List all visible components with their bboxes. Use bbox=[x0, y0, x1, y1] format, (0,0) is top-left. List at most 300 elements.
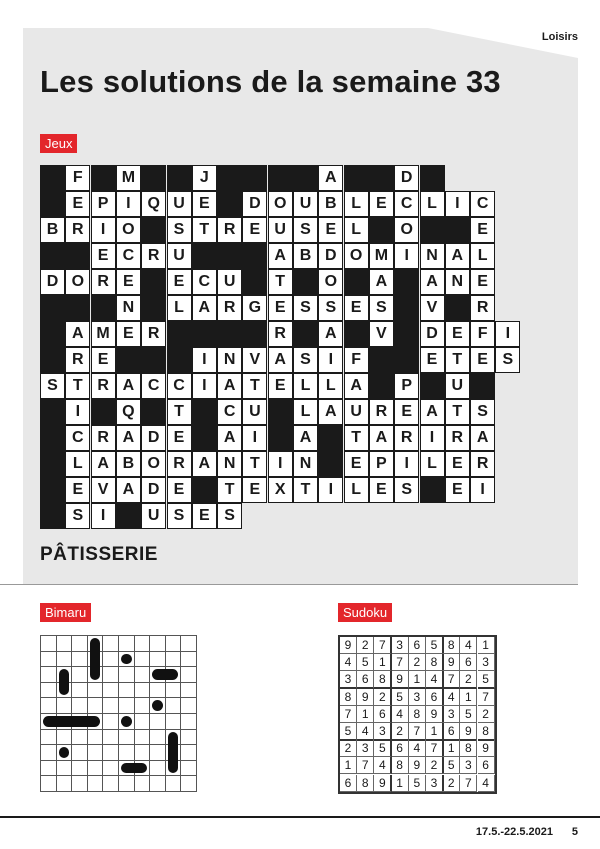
crossword-cell: L bbox=[470, 243, 495, 269]
bimaru-cell bbox=[102, 697, 119, 714]
crossword-black-cell bbox=[293, 269, 318, 295]
crossword-cell: E bbox=[344, 295, 369, 321]
bimaru-cell bbox=[134, 775, 151, 792]
crossword-cell: N bbox=[420, 243, 445, 269]
sudoku-cell: 5 bbox=[357, 654, 374, 671]
crossword-cell: R bbox=[65, 347, 90, 373]
sudoku-cell: 6 bbox=[392, 740, 409, 757]
bimaru-cell bbox=[165, 682, 182, 699]
crossword-cell: E bbox=[445, 477, 470, 503]
crossword-black-cell bbox=[242, 165, 267, 191]
sudoku-cell: 4 bbox=[357, 723, 374, 741]
bimaru-cell bbox=[134, 697, 151, 714]
sudoku-cell: 4 bbox=[443, 689, 460, 706]
bimaru-cell bbox=[87, 697, 104, 714]
bimaru-cell bbox=[149, 729, 166, 746]
crossword-cell: R bbox=[91, 425, 116, 451]
bimaru-cell bbox=[102, 651, 119, 668]
bimaru-ship bbox=[152, 700, 163, 711]
sudoku-cell: 7 bbox=[357, 757, 374, 774]
sudoku-cell: 3 bbox=[478, 654, 495, 671]
crossword-black-cell bbox=[40, 295, 65, 321]
bimaru-ship bbox=[121, 654, 132, 665]
crossword-cell: E bbox=[445, 451, 470, 477]
crossword-cell: T bbox=[242, 451, 267, 477]
crossword-black-cell bbox=[420, 477, 445, 503]
sudoku-cell: 1 bbox=[443, 740, 460, 757]
sudoku-cell: 7 bbox=[478, 689, 495, 706]
crossword-cell: E bbox=[192, 191, 217, 217]
bimaru-cell bbox=[87, 682, 104, 699]
crossword-cell: D bbox=[420, 321, 445, 347]
crossword-black-cell bbox=[141, 295, 166, 321]
crossword-black-cell bbox=[141, 269, 166, 295]
crossword-cell: C bbox=[65, 425, 90, 451]
crossword-black-cell bbox=[40, 165, 65, 191]
sudoku-cell: 9 bbox=[443, 654, 460, 671]
crossword-cell: A bbox=[470, 425, 495, 451]
bimaru-cell bbox=[118, 666, 135, 683]
bimaru-cell bbox=[71, 775, 88, 792]
crossword-cell: I bbox=[192, 347, 217, 373]
crossword-cell: E bbox=[470, 217, 495, 243]
crossword-cell: J bbox=[192, 165, 217, 191]
footer-line bbox=[0, 816, 600, 818]
crossword-cell: I bbox=[495, 321, 520, 347]
crossword-cell: B bbox=[318, 191, 343, 217]
sudoku-cell: 6 bbox=[443, 723, 460, 741]
crossword-black-cell bbox=[40, 243, 65, 269]
crossword-cell: N bbox=[116, 295, 141, 321]
crossword-cell: T bbox=[445, 399, 470, 425]
crossword-cell: E bbox=[470, 347, 495, 373]
sudoku-cell: 1 bbox=[409, 671, 426, 689]
crossword-cell: U bbox=[293, 191, 318, 217]
page-title: Les solutions de la semaine 33 bbox=[40, 64, 501, 99]
crossword-black-cell bbox=[65, 295, 90, 321]
sudoku-cell: 4 bbox=[340, 654, 357, 671]
crossword-cell: E bbox=[192, 503, 217, 529]
sudoku-cell: 4 bbox=[426, 671, 444, 689]
crossword-black-cell bbox=[344, 321, 369, 347]
crossword-black-cell bbox=[40, 347, 65, 373]
sudoku-cell: 2 bbox=[478, 706, 495, 723]
crossword-cell: F bbox=[344, 347, 369, 373]
crossword-cell: A bbox=[192, 451, 217, 477]
crossword-black-cell bbox=[40, 451, 65, 477]
crossword-cell: E bbox=[344, 451, 369, 477]
crossword-cell: U bbox=[344, 399, 369, 425]
crossword-cell: R bbox=[268, 321, 293, 347]
sudoku-cell: 2 bbox=[357, 637, 374, 654]
crossword-cell: E bbox=[318, 217, 343, 243]
crossword-cell: R bbox=[65, 217, 90, 243]
crossword-cell: S bbox=[65, 503, 90, 529]
bimaru-cell bbox=[134, 729, 151, 746]
sudoku-cell: 8 bbox=[426, 654, 444, 671]
crossword-black-cell bbox=[40, 321, 65, 347]
crossword-black-cell bbox=[192, 399, 217, 425]
sudoku-cell: 5 bbox=[392, 689, 409, 706]
crossword-cell: A bbox=[369, 269, 394, 295]
crossword-cell: T bbox=[445, 347, 470, 373]
crossword-cell: V bbox=[420, 295, 445, 321]
crossword-cell: E bbox=[420, 347, 445, 373]
crossword-cell: L bbox=[167, 295, 192, 321]
bimaru-cell bbox=[149, 744, 166, 761]
bimaru-cell bbox=[165, 651, 182, 668]
bimaru-cell bbox=[180, 651, 197, 668]
crossword-cell: I bbox=[65, 399, 90, 425]
crossword-cell: N bbox=[445, 269, 470, 295]
bimaru-cell bbox=[180, 635, 197, 652]
crossword-cell: L bbox=[420, 451, 445, 477]
crossword-black-cell bbox=[394, 269, 419, 295]
sudoku-cell: 2 bbox=[409, 654, 426, 671]
crossword-cell: E bbox=[65, 191, 90, 217]
crossword-cell: L bbox=[344, 477, 369, 503]
sudoku-cell: 3 bbox=[426, 775, 444, 792]
bimaru-cell bbox=[149, 635, 166, 652]
crossword-cell: C bbox=[470, 191, 495, 217]
bimaru-cell bbox=[71, 697, 88, 714]
bimaru-cell bbox=[102, 682, 119, 699]
crossword-black-cell bbox=[192, 243, 217, 269]
crossword-black-cell bbox=[116, 503, 141, 529]
crossword-black-cell bbox=[420, 217, 445, 243]
bimaru-cell bbox=[180, 760, 197, 777]
crossword-cell: D bbox=[242, 191, 267, 217]
sudoku-cell: 9 bbox=[357, 689, 374, 706]
sudoku-cell: 7 bbox=[392, 654, 409, 671]
crossword-cell: B bbox=[116, 451, 141, 477]
crossword-cell: S bbox=[470, 399, 495, 425]
sudoku-cell: 3 bbox=[340, 671, 357, 689]
bimaru-ship bbox=[152, 669, 178, 680]
sudoku-cell: 8 bbox=[460, 740, 477, 757]
sudoku-cell: 1 bbox=[340, 757, 357, 774]
crossword-black-cell bbox=[344, 269, 369, 295]
bimaru-cell bbox=[134, 744, 151, 761]
bimaru-ship bbox=[168, 732, 179, 774]
crossword-black-cell bbox=[217, 321, 242, 347]
crossword-cell: A bbox=[445, 243, 470, 269]
crossword-cell: U bbox=[445, 373, 470, 399]
bimaru-cell bbox=[71, 682, 88, 699]
bimaru-cell bbox=[149, 760, 166, 777]
bimaru-cell bbox=[102, 760, 119, 777]
crossword-cell: R bbox=[141, 243, 166, 269]
crossword-cell: R bbox=[217, 295, 242, 321]
crossword-black-cell bbox=[344, 165, 369, 191]
crossword-cell: M bbox=[91, 321, 116, 347]
sudoku-cell: 3 bbox=[443, 706, 460, 723]
sudoku-cell: 8 bbox=[340, 689, 357, 706]
bimaru-cell bbox=[102, 729, 119, 746]
sudoku-cell: 7 bbox=[426, 740, 444, 757]
crossword-cell: M bbox=[116, 165, 141, 191]
sudoku-cell: 9 bbox=[460, 723, 477, 741]
bimaru-cell bbox=[165, 697, 182, 714]
sudoku-cell: 2 bbox=[460, 671, 477, 689]
crossword-cell: R bbox=[470, 451, 495, 477]
crossword-cell: E bbox=[470, 269, 495, 295]
bimaru-ship bbox=[121, 716, 132, 727]
crossword-cell: R bbox=[470, 295, 495, 321]
crossword-black-cell bbox=[420, 373, 445, 399]
crossword-cell: A bbox=[344, 373, 369, 399]
bimaru-ship bbox=[90, 638, 101, 680]
sudoku-cell: 3 bbox=[460, 757, 477, 774]
sudoku-cell: 5 bbox=[374, 740, 392, 757]
crossword-cell: R bbox=[394, 425, 419, 451]
crossword-cell: I bbox=[116, 191, 141, 217]
sudoku-cell: 3 bbox=[392, 637, 409, 654]
crossword-cell: L bbox=[344, 217, 369, 243]
sudoku-cell: 6 bbox=[478, 757, 495, 774]
crossword-cell: E bbox=[242, 217, 267, 243]
crossword-black-cell bbox=[217, 191, 242, 217]
sudoku-cell: 6 bbox=[374, 706, 392, 723]
crossword-cell: C bbox=[116, 243, 141, 269]
bimaru-cell bbox=[71, 729, 88, 746]
crossword-cell: N bbox=[293, 451, 318, 477]
crossword-cell: I bbox=[268, 451, 293, 477]
crossword-black-cell bbox=[141, 165, 166, 191]
bimaru-cell bbox=[40, 697, 57, 714]
crossword-cell: O bbox=[65, 269, 90, 295]
crossword-black-cell bbox=[369, 217, 394, 243]
crossword-cell: V bbox=[369, 321, 394, 347]
crossword-cell: E bbox=[167, 477, 192, 503]
bimaru-cell bbox=[87, 729, 104, 746]
crossword-cell: E bbox=[167, 425, 192, 451]
crossword-cell: A bbox=[293, 425, 318, 451]
sudoku-cell: 8 bbox=[478, 723, 495, 741]
crossword-cell: A bbox=[420, 399, 445, 425]
sudoku-cell: 2 bbox=[340, 740, 357, 757]
crossword-cell: A bbox=[65, 321, 90, 347]
sudoku-cell: 9 bbox=[409, 757, 426, 774]
crossword-cell: D bbox=[141, 425, 166, 451]
bimaru-cell bbox=[56, 697, 73, 714]
crossword-cell: O bbox=[268, 191, 293, 217]
crossword-cell: P bbox=[369, 451, 394, 477]
sudoku-cell: 7 bbox=[340, 706, 357, 723]
sudoku-cell: 6 bbox=[409, 637, 426, 654]
crossword-cell: D bbox=[141, 477, 166, 503]
crossword-cell: O bbox=[344, 243, 369, 269]
bimaru-cell bbox=[87, 760, 104, 777]
sudoku-cell: 6 bbox=[460, 654, 477, 671]
page-number: 5 bbox=[571, 826, 578, 838]
crossword-cell: A bbox=[116, 373, 141, 399]
bimaru-cell bbox=[180, 682, 197, 699]
crossword-cell: E bbox=[369, 477, 394, 503]
crossword-black-cell bbox=[167, 165, 192, 191]
crossword-cell: T bbox=[65, 373, 90, 399]
bimaru-cell bbox=[149, 651, 166, 668]
jeux-tag: Jeux bbox=[40, 134, 77, 153]
bimaru-cell bbox=[40, 744, 57, 761]
crossword-black-cell bbox=[40, 191, 65, 217]
crossword-cell: Q bbox=[141, 191, 166, 217]
bimaru-cell bbox=[56, 651, 73, 668]
crossword-black-cell bbox=[470, 373, 495, 399]
sudoku-cell: 5 bbox=[409, 775, 426, 792]
sudoku-cell: 4 bbox=[392, 706, 409, 723]
crossword-black-cell bbox=[91, 295, 116, 321]
sudoku-cell: 7 bbox=[374, 637, 392, 654]
bimaru-cell bbox=[40, 666, 57, 683]
crossword-cell: A bbox=[217, 373, 242, 399]
sudoku-grid bbox=[338, 635, 497, 794]
crossword-cell: I bbox=[445, 191, 470, 217]
crossword-cell: E bbox=[116, 321, 141, 347]
bimaru-tag: Bimaru bbox=[40, 603, 91, 622]
bimaru-cell bbox=[134, 713, 151, 730]
crossword-cell: I bbox=[192, 373, 217, 399]
bimaru-cell bbox=[40, 775, 57, 792]
crossword-black-cell bbox=[192, 425, 217, 451]
bimaru-cell bbox=[71, 760, 88, 777]
crossword-cell: U bbox=[217, 269, 242, 295]
sudoku-cell: 4 bbox=[478, 775, 495, 792]
bimaru-cell bbox=[149, 682, 166, 699]
crossword-black-cell bbox=[318, 425, 343, 451]
crossword-cell: S bbox=[369, 295, 394, 321]
crossword-black-cell bbox=[318, 451, 343, 477]
crossword-cell: I bbox=[318, 347, 343, 373]
crossword-cell: P bbox=[394, 373, 419, 399]
crossword-black-cell bbox=[167, 347, 192, 373]
sudoku-cell: 9 bbox=[478, 740, 495, 757]
crossword-cell: S bbox=[40, 373, 65, 399]
crossword-black-cell bbox=[91, 165, 116, 191]
crossword-cell: L bbox=[293, 399, 318, 425]
crossword-black-cell bbox=[293, 165, 318, 191]
crossword-black-cell bbox=[268, 165, 293, 191]
crossword-cell: L bbox=[420, 191, 445, 217]
sudoku-cell: 2 bbox=[426, 757, 444, 774]
crossword-cell: L bbox=[293, 373, 318, 399]
crossword-cell: D bbox=[40, 269, 65, 295]
crossword-cell: A bbox=[192, 295, 217, 321]
crossword-cell: U bbox=[167, 191, 192, 217]
issue-date: 17.5.-22.5.2021 bbox=[475, 826, 553, 838]
crossword-cell: I bbox=[394, 243, 419, 269]
sudoku-cell: 9 bbox=[374, 775, 392, 792]
crossword-black-cell bbox=[65, 243, 90, 269]
crossword-black-cell bbox=[141, 399, 166, 425]
bimaru-cell bbox=[71, 635, 88, 652]
crossword-cell: O bbox=[141, 451, 166, 477]
section-divider bbox=[0, 584, 578, 585]
sudoku-cell: 8 bbox=[357, 775, 374, 792]
bimaru-cell bbox=[71, 744, 88, 761]
crossword-black-cell bbox=[141, 347, 166, 373]
bimaru-cell bbox=[180, 713, 197, 730]
crossword-cell: R bbox=[141, 321, 166, 347]
bimaru-cell bbox=[165, 775, 182, 792]
crossword-cell: A bbox=[318, 165, 343, 191]
crossword-cell: T bbox=[167, 399, 192, 425]
sudoku-cell: 5 bbox=[460, 706, 477, 723]
crossword-cell: E bbox=[91, 347, 116, 373]
crossword-cell: E bbox=[116, 269, 141, 295]
section-label: Loisirs bbox=[541, 31, 578, 43]
crossword-cell: I bbox=[91, 217, 116, 243]
crossword-black-cell bbox=[242, 243, 267, 269]
bimaru-cell bbox=[149, 775, 166, 792]
bimaru-cell bbox=[118, 744, 135, 761]
crossword-black-cell bbox=[268, 399, 293, 425]
crossword-cell: T bbox=[293, 477, 318, 503]
crossword-cell: R bbox=[369, 399, 394, 425]
crossword-cell: R bbox=[167, 451, 192, 477]
crossword-cell: E bbox=[65, 477, 90, 503]
crossword-cell: L bbox=[344, 191, 369, 217]
crossword-black-cell bbox=[91, 399, 116, 425]
crossword-black-cell bbox=[369, 165, 394, 191]
crossword-cell: S bbox=[167, 217, 192, 243]
bimaru-cell bbox=[40, 729, 57, 746]
crossword-black-cell bbox=[293, 321, 318, 347]
sudoku-cell: 7 bbox=[443, 671, 460, 689]
crossword-cell: E bbox=[445, 321, 470, 347]
crossword-cell: Q bbox=[116, 399, 141, 425]
crossword-cell: G bbox=[242, 295, 267, 321]
sudoku-cell: 5 bbox=[426, 637, 444, 654]
bimaru-cell bbox=[56, 760, 73, 777]
crossword-cell: X bbox=[268, 477, 293, 503]
crossword-black-cell bbox=[141, 217, 166, 243]
bimaru-cell bbox=[102, 713, 119, 730]
crossword-black-cell bbox=[420, 165, 445, 191]
crossword-black-cell bbox=[40, 399, 65, 425]
crossword-cell: O bbox=[318, 269, 343, 295]
crossword-cell: R bbox=[91, 373, 116, 399]
crossword-cell: I bbox=[91, 503, 116, 529]
crossword-black-cell bbox=[369, 347, 394, 373]
crossword-cell: A bbox=[420, 269, 445, 295]
crossword-cell: S bbox=[293, 295, 318, 321]
sudoku-cell: 5 bbox=[443, 757, 460, 774]
crossword-cell: A bbox=[369, 425, 394, 451]
crossword-cell: A bbox=[318, 321, 343, 347]
crossword-cell: E bbox=[167, 269, 192, 295]
crossword-cell: E bbox=[369, 191, 394, 217]
sudoku-cell: 1 bbox=[374, 654, 392, 671]
sudoku-cell: 9 bbox=[392, 671, 409, 689]
crossword-cell: E bbox=[242, 477, 267, 503]
sudoku-cell: 9 bbox=[426, 706, 444, 723]
crossword-black-cell bbox=[192, 321, 217, 347]
crossword-cell: L bbox=[65, 451, 90, 477]
sudoku-cell: 5 bbox=[340, 723, 357, 741]
bimaru-cell bbox=[134, 666, 151, 683]
bimaru-cell bbox=[180, 775, 197, 792]
sudoku-tag: Sudoku bbox=[338, 603, 392, 622]
bimaru-cell bbox=[134, 651, 151, 668]
sudoku-cell: 6 bbox=[357, 671, 374, 689]
crossword-black-cell bbox=[242, 321, 267, 347]
bimaru-ship bbox=[59, 747, 70, 758]
bimaru-cell bbox=[40, 682, 57, 699]
crossword-cell: S bbox=[167, 503, 192, 529]
crossword-cell: U bbox=[167, 243, 192, 269]
crossword-cell: A bbox=[116, 425, 141, 451]
